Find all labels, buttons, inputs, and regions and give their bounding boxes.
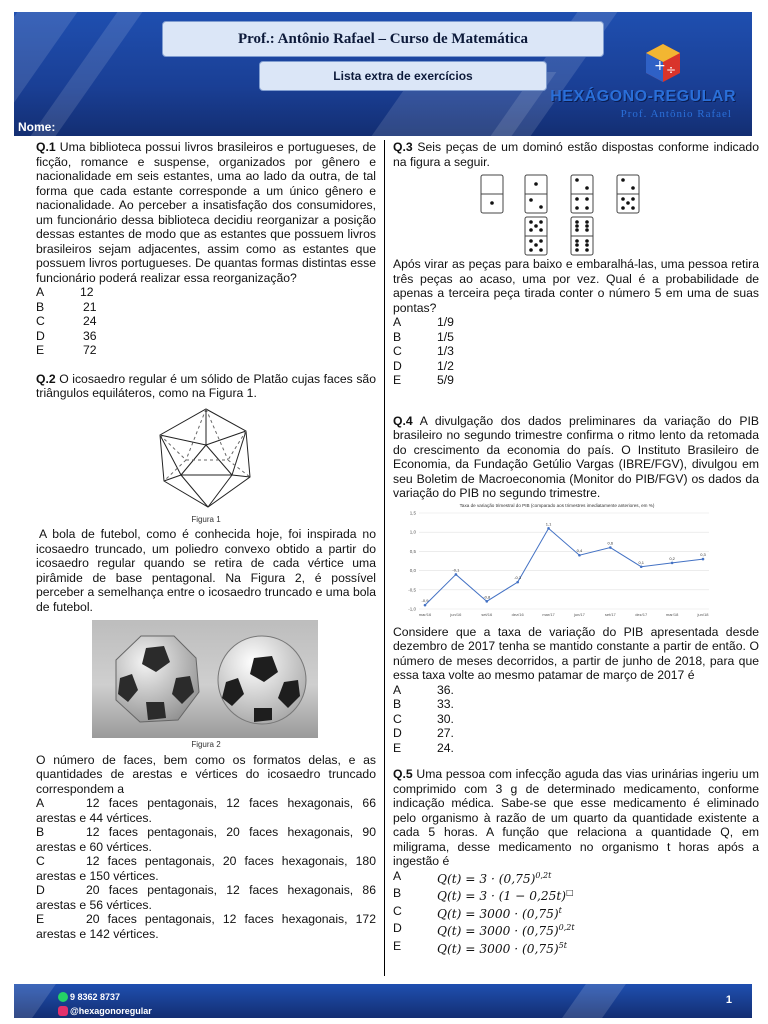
y-tick-label: 1,0 <box>409 529 416 535</box>
q3-options <box>393 315 759 388</box>
q5-option-a[interactable] <box>393 869 759 887</box>
data-point <box>516 580 519 583</box>
soccer-balls-figure <box>36 620 376 738</box>
option-letter: A <box>393 315 402 329</box>
option-letter: E <box>36 343 45 357</box>
data-label: 0,6 <box>607 540 614 546</box>
figure-2-caption: Figura 2 <box>191 740 221 749</box>
x-tick-label: mar/16 <box>418 611 432 617</box>
option-value: 30. <box>437 711 454 726</box>
formula-base: Q(t) = 3000 · (0,75) <box>437 941 559 956</box>
option-letter: C <box>393 344 402 358</box>
formula-base: Q(t) = 3000 · (0,75) <box>437 906 559 921</box>
footer-instagram[interactable]: @hexagonoregular <box>70 1006 152 1016</box>
data-label: -0,8 <box>483 593 491 599</box>
option-value: 1/2 <box>437 358 454 373</box>
q4-option-e[interactable] <box>393 741 759 756</box>
option-letter: E <box>393 373 402 387</box>
q4-option-b[interactable] <box>393 697 759 712</box>
option-letter: E <box>393 740 402 755</box>
y-tick-label: -1,0 <box>408 606 416 611</box>
domino-pieces-figure <box>393 171 759 257</box>
x-tick-label: jun/17 <box>573 611 585 617</box>
logo-title: HEXÁGONO-REGULAR <box>550 88 736 105</box>
option-value: 21 <box>83 299 97 314</box>
q2-option-d[interactable] <box>36 883 376 912</box>
option-value: 36. <box>437 682 454 697</box>
q4-options <box>393 683 759 756</box>
q2-option-b[interactable] <box>36 825 376 854</box>
x-tick-label: set/16 <box>481 611 493 617</box>
left-column <box>36 140 376 941</box>
option-letter: C <box>393 903 402 918</box>
right-column <box>393 140 759 956</box>
option-value: 12 faces pentagonais, 20 faces hexagonais, 180 arestas e 150 vértices. <box>36 854 376 883</box>
option-letter: D <box>393 921 402 936</box>
q5-option-e[interactable] <box>393 939 759 957</box>
page-footer <box>14 984 752 1018</box>
data-label: 1,1 <box>545 520 552 526</box>
q4-option-a[interactable] <box>393 683 759 698</box>
option-value: 33. <box>437 697 454 711</box>
q4-option-d[interactable] <box>393 726 759 741</box>
x-tick-label: set/17 <box>604 611 616 617</box>
option-letter: E <box>393 938 402 953</box>
data-label: 0,3 <box>700 551 706 557</box>
icosahedron-figure <box>36 405 376 513</box>
chart-title: Taxa de variação trimestral do PIB (comparado aos trimestres imediatamente anteriores, em %) <box>459 502 655 508</box>
logo-subtitle: Prof. Antônio Rafael <box>620 108 732 120</box>
option-formula <box>437 886 574 904</box>
option-letter: A <box>393 682 402 697</box>
option-value: 12 <box>80 285 94 299</box>
option-letter: B <box>36 825 45 839</box>
pib-line-chart <box>397 501 717 625</box>
option-value: 27. <box>437 726 454 740</box>
formula-base: Q(t) = 3 · (0,75) <box>437 871 536 886</box>
y-tick-label: 0,5 <box>409 548 416 554</box>
option-letter: B <box>393 329 402 344</box>
x-tick-label: dez/16 <box>511 611 524 617</box>
option-value: 12 faces pentagonais, 12 faces hexagonais, 66 arestas e 44 vértices. <box>36 796 376 825</box>
x-tick-label: mar/18 <box>665 611 679 617</box>
figure-1-caption: Figura 1 <box>191 514 221 524</box>
q1-options <box>36 285 376 358</box>
column-divider <box>384 140 385 976</box>
option-letter: D <box>393 726 402 740</box>
q5-option-c[interactable] <box>393 904 759 922</box>
q2-text-2: A bola de futebol, como é conhecida hoje, foi inspirada no icosaedro truncado, um poliedro convexo obtido a partir do icosaedro regular quando se retira de cada vértice uma pirâmide de base pentagonal. Na Figura 2, é possível perceber a semelhança entre o icosaedro truncado e uma bola de futebol. <box>36 527 376 614</box>
page-number: 1 <box>725 994 732 1006</box>
option-letter: C <box>393 711 402 726</box>
q5-options <box>393 869 759 957</box>
header-title: Prof.: Antônio Rafael – Curso de Matemática <box>162 21 604 57</box>
q3-text <box>393 140 759 169</box>
q2-option-e[interactable] <box>36 912 376 941</box>
data-label: 0,1 <box>638 559 645 565</box>
q2-label: Q.2 <box>36 371 56 386</box>
data-point <box>702 557 705 560</box>
name-field-label: Nome: <box>18 120 56 134</box>
q3-option-d[interactable] <box>393 359 759 374</box>
option-formula <box>437 869 551 887</box>
q2-statement: O icosaedro regular é um sólido de Platão cujas faces são triângulos equiláteros, como na Figura 1. <box>36 371 376 400</box>
option-value: 24 <box>83 314 97 328</box>
option-value: 24. <box>437 740 454 755</box>
svg-text:+: + <box>654 58 666 74</box>
formula-exponent: 5t <box>558 940 567 950</box>
data-point <box>547 527 550 530</box>
q4-option-c[interactable] <box>393 712 759 727</box>
q5-text <box>393 767 759 869</box>
x-tick-label: dez/17 <box>635 611 648 617</box>
y-tick-label: -0,5 <box>408 586 416 592</box>
q1-statement: Uma biblioteca possui livros brasileiros e portugueses, de ficção, romance e suspense, organizados por gênero e nacionalidade em seis estantes, uma ao lado da outra, de tal forma que cada estante corresponde a um único gênero e nacionalidade. Ao perceber a insatisfação dos consumidores, um funcionário dessa biblioteca decidiu reorganizar a posição dessas estantes de modo que as estantes que possuem livros brasileiros sejam adjacentes, assim como as estantes que possuem livros portugueses. De quantas formas distintas esse funcionário poderá realizar essa reorganização? <box>36 140 376 285</box>
header-subtitle: Lista extra de exercícios <box>259 61 547 91</box>
q1-text <box>36 140 376 285</box>
q4-text-2: Considere que a taxa de variação do PIB apresentada desde dezembro de 2017 tenha se mantido constante a partir de então. O número de meses decorridos, a partir de junho de 2018, para que essa taxa volte ao mesmo patamar de março de 2017 é <box>393 624 759 682</box>
q1-option-d[interactable] <box>36 329 376 344</box>
x-tick-label: jun/16 <box>450 611 462 617</box>
data-label: 0,4 <box>576 547 583 553</box>
option-letter: A <box>36 285 45 299</box>
option-formula <box>437 939 567 957</box>
svg-text:÷: ÷ <box>666 63 677 77</box>
option-letter: C <box>36 854 45 868</box>
data-point <box>424 603 427 606</box>
data-point <box>640 565 643 568</box>
q3-option-a[interactable] <box>393 315 759 330</box>
q3-label: Q.3 <box>393 140 413 154</box>
q3-statement: Seis peças de um dominó estão dispostas conforme indicado na figura a seguir. <box>393 140 759 169</box>
q2-text-3: O número de faces, bem como os formatos delas, e as quantidades de arestas e vértices do icosaedro truncado correspondem a <box>36 752 376 796</box>
data-point <box>671 561 674 564</box>
q3-text-2: Após virar as peças para baixo e embaralhá-las, uma pessoa retira três peças ao acaso, uma por vez. Qual é a probabilidade de apenas a terceira peça tirada conter o número 5 em uma de suas pontas? <box>393 257 759 315</box>
option-letter: D <box>36 328 45 343</box>
q4-statement: A divulgação dos dados preliminares da variação do PIB brasileiro no segundo trimestre confirma o ritmo lento da retomada do crescimento da economia do país. O Instituto Brasileiro de Economia, da Fundação Getúlio Vargas (IBRE/FGV), divulgou em seu Boletim de Macroeconomia (Monitor do PIB/FGV) os dados da variação do PIB no segundo trimestre. <box>393 413 760 500</box>
option-letter: A <box>36 796 45 810</box>
formula-base: Q(t) = 3000 · (0,75) <box>437 924 559 939</box>
q5-option-d[interactable] <box>393 921 759 939</box>
option-letter: B <box>393 697 402 711</box>
footer-phone[interactable]: 9 8362 8737 <box>70 992 121 1002</box>
q1-option-b[interactable] <box>36 300 376 315</box>
data-label: -0,3 <box>514 574 522 580</box>
data-point <box>485 600 488 603</box>
option-formula <box>437 904 562 922</box>
q2-text <box>36 372 376 401</box>
option-letter: D <box>36 883 45 897</box>
option-letter: E <box>36 912 45 926</box>
x-tick-label: mar/17 <box>542 611 555 617</box>
page-header <box>14 12 752 136</box>
option-letter: B <box>393 886 402 901</box>
option-value: 72 <box>83 343 97 357</box>
q1-option-a[interactable] <box>36 285 376 300</box>
formula-exponent: 0,2t <box>535 870 552 880</box>
option-value: 20 faces pentagonais, 12 faces hexagonais, 172 arestas e 142 vértices. <box>36 912 376 941</box>
data-point <box>578 553 581 556</box>
option-value: 12 faces pentagonais, 20 faces hexagonais, 90 arestas e 60 vértices. <box>36 825 376 854</box>
x-tick-label: jun/18 <box>697 611 709 617</box>
option-formula <box>437 921 575 939</box>
option-value: 5/9 <box>437 373 454 387</box>
data-point <box>455 573 458 576</box>
placeholder-box-icon: □ <box>566 888 574 898</box>
q3-option-c[interactable] <box>393 344 759 359</box>
option-value: 1/3 <box>437 344 454 358</box>
option-letter: D <box>393 358 402 373</box>
series-line <box>425 528 703 605</box>
option-value: 36 <box>83 328 97 343</box>
option-value: 1/9 <box>437 315 454 329</box>
q5-label: Q.5 <box>393 767 413 781</box>
y-tick-label: 0,0 <box>409 567 416 573</box>
formula-exponent: 0,2t <box>558 923 575 933</box>
q3-option-e[interactable] <box>393 373 759 388</box>
q1-label: Q.1 <box>36 140 56 154</box>
option-value: 20 faces pentagonais, 12 faces hexagonais, 86 arestas e 56 vértices. <box>36 883 376 912</box>
formula-base: Q(t) = 3 · (1 − 0,25t) <box>437 889 566 904</box>
data-label: -0,1 <box>452 566 460 572</box>
q3-option-b[interactable] <box>393 330 759 345</box>
y-tick-label: 1,5 <box>409 510 416 515</box>
q2-option-c[interactable] <box>36 854 376 883</box>
data-label: 0,2 <box>669 555 675 561</box>
q4-text <box>393 414 759 501</box>
q5-option-b[interactable] <box>393 886 759 904</box>
data-point <box>609 546 612 549</box>
q1-option-e[interactable] <box>36 343 376 358</box>
q2-options <box>36 796 376 941</box>
option-letter: A <box>393 868 402 883</box>
formula-exponent: t <box>558 905 562 915</box>
whatsapp-icon <box>58 992 68 1002</box>
instagram-icon <box>58 1006 68 1016</box>
option-letter: B <box>36 299 45 314</box>
q1-option-c[interactable] <box>36 314 376 329</box>
q2-option-a[interactable] <box>36 796 376 825</box>
data-label: -0,9 <box>421 597 429 603</box>
option-letter: C <box>36 314 45 328</box>
option-value: 1/5 <box>437 329 454 344</box>
q5-statement: Uma pessoa com infecção aguda das vias urinárias ingeriu um comprimido com 3 g de determinado medicamento, conforme indicação médica. Sabe-se que esse medicamento é eliminado pelo organismo à razão de um quarto da quantidade existente a cada 5 horas. A função que relaciona a quantidade Q, em miligrama, desse medicamento no organismo t horas após a ingestão é <box>393 767 759 868</box>
q4-label: Q.4 <box>393 413 413 428</box>
